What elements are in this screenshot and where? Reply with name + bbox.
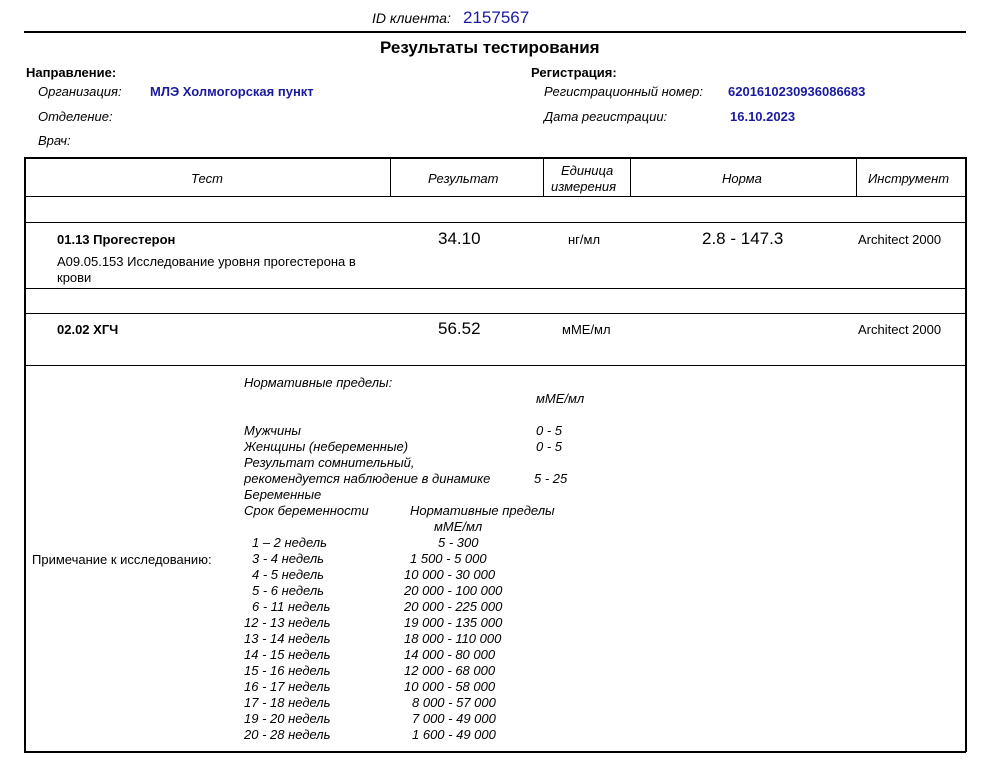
header-col-divider xyxy=(856,157,857,197)
pregnancy-term: 4 - 5 недель xyxy=(252,567,325,582)
doctor-label: Врач: xyxy=(38,133,71,148)
pregnancy-range: 7 000 - 49 000 xyxy=(412,711,496,726)
row-divider xyxy=(24,196,966,197)
test-unit: мМЕ/мл xyxy=(562,322,611,337)
col-header-norm: Норма xyxy=(722,171,762,186)
note-title: Нормативные пределы: xyxy=(244,375,393,390)
page-title: Результаты тестирования xyxy=(380,38,600,57)
note-general-label: Мужчины xyxy=(244,423,301,438)
table-border-right xyxy=(965,157,967,752)
note-general-label: Женщины (небеременные) xyxy=(244,439,409,454)
pregnancy-range: 8 000 - 57 000 xyxy=(412,695,496,710)
test-description-cont: крови xyxy=(57,270,92,285)
pregnancy-range-header: Нормативные пределы xyxy=(410,503,555,518)
pregnancy-range: 14 000 - 80 000 xyxy=(404,647,496,662)
pregnancy-term: 6 - 11 недель xyxy=(252,599,331,614)
pregnancy-range: 10 000 - 30 000 xyxy=(404,567,496,582)
client-id-value: 2157567 xyxy=(463,8,530,27)
pregnancy-term: 19 - 20 недель xyxy=(244,711,331,726)
pregnancy-range: 1 500 - 5 000 xyxy=(410,551,487,566)
pregnancy-range-unit: мМЕ/мл xyxy=(434,519,483,534)
note-general-value: 5 - 25 xyxy=(534,471,568,486)
header-col-divider xyxy=(543,157,544,197)
note-general-value: 0 - 5 xyxy=(536,439,563,454)
pregnancy-term: 14 - 15 недель xyxy=(244,647,331,662)
col-header-test: Тест xyxy=(191,171,223,186)
pregnancy-range: 20 000 - 225 000 xyxy=(404,599,503,614)
department-label: Отделение: xyxy=(38,109,113,124)
pregnancy-term: 12 - 13 недель xyxy=(244,615,331,630)
test-instrument: Architect 2000 xyxy=(858,232,942,247)
note-general-label: рекомендуется наблюдение в динамике xyxy=(244,471,491,486)
test-norm: 2.8 - 147.3 xyxy=(702,229,784,248)
note-label: Примечание к исследованию: xyxy=(32,552,212,567)
pregnancy-range: 5 - 300 xyxy=(438,535,479,550)
direction-heading: Направление: xyxy=(26,65,117,80)
note-general-value: 0 - 5 xyxy=(536,423,563,438)
pregnancy-range: 18 000 - 110 000 xyxy=(404,631,502,646)
note-general-label: Беременные xyxy=(244,487,322,502)
table-border-bottom xyxy=(24,751,966,753)
pregnancy-term: 3 - 4 недель xyxy=(252,551,325,566)
pregnancy-range: 19 000 - 135 000 xyxy=(404,615,503,630)
registration-date-value: 16.10.2023 xyxy=(730,109,796,124)
registration-date-label: Дата регистрации: xyxy=(544,109,668,124)
pregnancy-term: 1 – 2 недель xyxy=(252,535,327,550)
header-col-divider xyxy=(390,157,391,197)
test-result: 34.10 xyxy=(438,229,481,248)
registration-heading: Регистрация: xyxy=(531,65,617,80)
col-header-result: Результат xyxy=(428,171,499,186)
pregnancy-range: 10 000 - 58 000 xyxy=(404,679,496,694)
pregnancy-term: 13 - 14 недель xyxy=(244,631,331,646)
registration-number-value: 6201610230936086683 xyxy=(728,84,866,99)
pregnancy-term: 15 - 16 недель xyxy=(244,663,331,678)
pregnancy-term: 16 - 17 недель xyxy=(244,679,331,694)
test-name: 02.02 ХГЧ xyxy=(57,322,119,337)
row-divider xyxy=(24,288,966,289)
test-name: 01.13 Прогестерон xyxy=(57,232,176,247)
pregnancy-term: 17 - 18 недель xyxy=(244,695,331,710)
table-border-left xyxy=(24,157,26,752)
row-divider xyxy=(24,222,966,223)
registration-number-label: Регистрационный номер: xyxy=(544,84,704,99)
col-header-instrument: Инструмент xyxy=(868,171,950,186)
test-unit: нг/мл xyxy=(568,232,601,247)
organization-value: МЛЭ Холмогорская пункт xyxy=(150,84,314,99)
header-col-divider xyxy=(630,157,631,197)
client-id-label: ID клиента: xyxy=(372,10,451,26)
note-unit: мМЕ/мл xyxy=(536,391,585,406)
pregnancy-range: 1 600 - 49 000 xyxy=(412,727,496,742)
pregnancy-term-header: Срок беременности xyxy=(244,503,369,518)
col-header-unit-line2: измерения xyxy=(551,179,617,194)
row-divider xyxy=(24,365,966,366)
pregnancy-range: 12 000 - 68 000 xyxy=(404,663,496,678)
organization-label: Организация: xyxy=(38,84,122,99)
col-header-unit-line1: Единица xyxy=(561,163,614,178)
note-general-label: Результат сомнительный, xyxy=(244,455,415,470)
pregnancy-term: 5 - 6 недель xyxy=(252,583,325,598)
header-divider xyxy=(24,31,966,33)
test-result: 56.52 xyxy=(438,319,481,338)
pregnancy-range: 20 000 - 100 000 xyxy=(404,583,503,598)
test-instrument: Architect 2000 xyxy=(858,322,942,337)
table-border-top xyxy=(24,157,966,159)
test-description: А09.05.153 Исследование уровня прогестерона в xyxy=(57,254,356,269)
row-divider xyxy=(24,313,966,314)
pregnancy-term: 20 - 28 недель xyxy=(244,727,331,742)
